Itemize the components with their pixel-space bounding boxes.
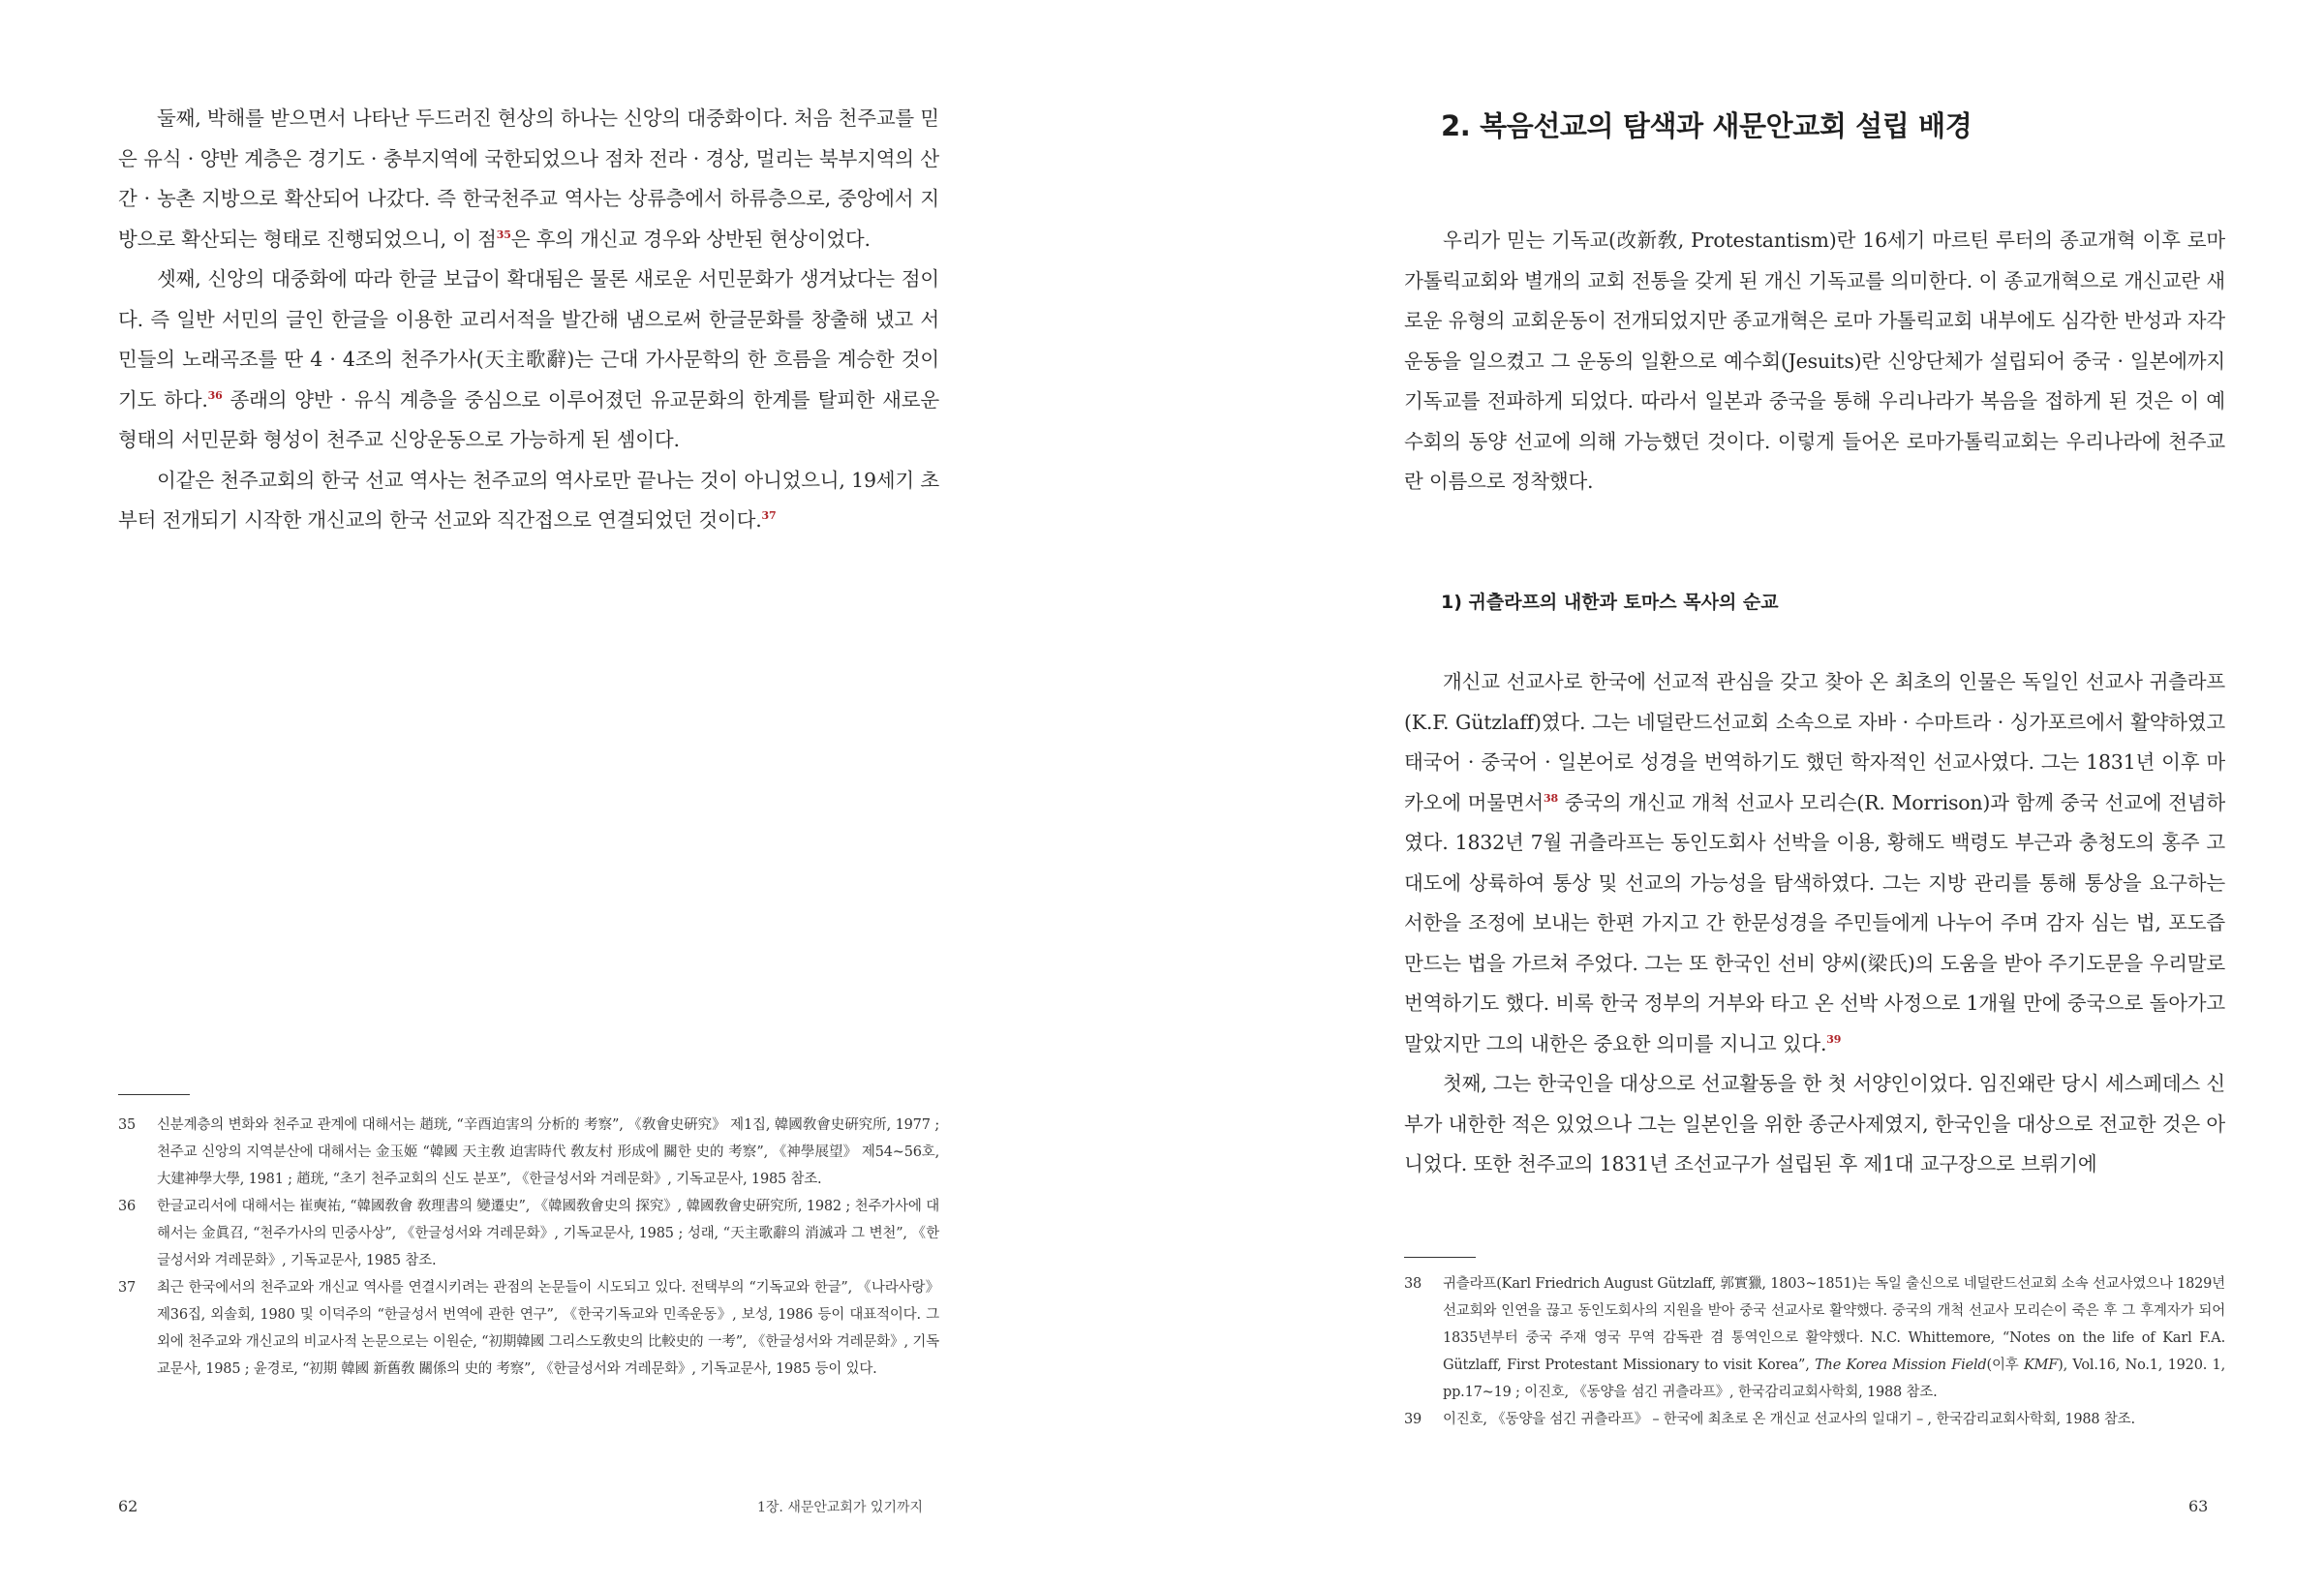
footnote-number: 39: [1404, 1412, 1422, 1427]
chapter-heading: 2. 복음선교의 탐색과 새문안교회 설립 배경: [1441, 109, 1972, 142]
right-body-text: [1404, 662, 2225, 1185]
footnote-number: 37: [118, 1280, 137, 1296]
running-header: 1장. 새문안교회가 있기까지: [757, 1500, 924, 1515]
paragraph-1: 둘째, 박해를 받으면서 나타난 두드러진 현상의 하나는 신앙의 대중화이다. 처음 천주교를 믿은 유식 · 양반 계층은 경기도 · 충부지역에 국한되었으나 점차 전라 · 경상, 멀리는 북부지역의 산간 · 농촌 지방으로 확산되어 나갔다. 즉 한국천주교 역사는 상류층에서 하류층으로, 중앙에서 지방으로 확산되는 형태로 진행되었으니, 이 점$^{35}$은 후의 개신교 경우와 상반된 현상이었다.: [118, 107, 939, 251]
intro-text: [1404, 221, 2225, 503]
footnote-ref-39[interactable]: 39: [1826, 1032, 1842, 1046]
paragraph-first-point: 첫째, 그는 한국인을 대상으로 선교활동을 한 첫 서양인이었다. 임진왜란 당시 세스페데스 신부가 내한한 적은 있었으나 그는 일본인을 위한 종군사제였지, 한국인을 대상으로 전교한 것은 아니었다. 또한 천주교의 1831년 조선교구가 설립된 후 제1대 교구장으로 브뤼기에: [1404, 1072, 2225, 1175]
footnote-ref-38[interactable]: 38: [1544, 791, 1558, 805]
paragraph-2: 셋째, 신앙의 대중화에 따라 한글 보급이 확대됨은 물론 새로운 서민문화가 생겨났다는 점이다. 즉 일반 서민의 글인 한글을 이용한 교리서적을 발간해 냄으로써 한글문화를 창출해 냈고 서민들의 노래곡조를 딴 4 · 4조의 천주가사(天主歌辭)는 근대 가사문학의 한 흐름을 계승한 것이기도 하다.$^{36}$ 종래의 양반 · 유식 계층을 중심으로 이루어졌던 유교문화의 한계를 탈피한 새로운 형태의 서민문화 형성이 천주교 신앙운동으로 가능하게 된 셈이다.: [118, 267, 939, 451]
footnote-ref-35[interactable]: 35: [496, 228, 511, 241]
footnote-number: 35: [118, 1117, 137, 1133]
footnote-ref-37[interactable]: 37: [761, 509, 777, 523]
footnote-text: 최근 한국에서의 천주교와 개신교 역사를 연결시키려는 관점의 논문들이 시도되고 있다. 전택부의 “기독교와 한글”, 《나라사랑》 제36집, 외솔회, 1980 및 이덕주의 “한글성서 번역에 관한 연구”, 《한국기독교와 민족운동》, 보성, 1986 등이 대표적이다. 그 외에 천주교와 개신교의 비교사적 논문으로는 이원순, “初期韓國 그리스도敎史의 比較史的 一考”, 《한글성서와 겨레문화》, 기독교문사, 1985 ; 윤경로, “初期 韓國 新舊敎 關係의 史的 考察”, 《한글성서와 겨레문화》, 기독교문사, 1985 등이 있다.: [157, 1280, 939, 1377]
paragraph-gutzlaff: 개신교 선교사로 한국에 선교적 관심을 갖고 찾아 온 최초의 인물은 독일인 선교사 귀츨라프(K.F. Gützlaff)였다. 그는 네덜란드선교회 소속으로 자바 · 수마트라 · 싱가포르에서 활약하였고 태국어 · 중국어 · 일본어로 성경을 번역하기도 했던 학자적인 선교사였다. 그는 1831년 이후 마카오에 머물면서$^{38}$ 중국의 개신교 개척 선교사 모리슨(R. Morrison)과 함께 중국 선교에 전념하였다. 1832년 7월 귀츨라프는 동인도회사 선박을 이용, 황해도 백령도 부근과 충청도의 홍주 고대도에 상륙하여 통상 및 선교의 가능성을 탐색하였다. 그는 지방 관리를 통해 통상을 요구하는 서한을 조정에 보내는 한편 가지고 간 한문성경을 주민들에게 나누어 주며 감자 심는 법, 포도즙 만드는 법을 가르쳐 주었다. 그는 또 한국인 선비 양씨(梁氏)의 도움을 받아 주기도문을 우리말로 번역하기도 했다. 비록 한국 정부의 거부와 타고 온 선박 사정으로 1개월 만에 중국으로 돌아가고 말았지만 그의 내한은 중요한 의미를 지니고 있다.$^{39}$: [1404, 670, 2225, 1055]
section-subheading: 1) 귀츨라프의 내한과 토마스 목사의 순교: [1441, 592, 1779, 613]
right-page: [1162, 0, 2324, 1587]
journal-title: The Korea Mission Field: [1815, 1358, 1987, 1373]
footnote-39: [1404, 1406, 2225, 1433]
footnote-35: [118, 1112, 939, 1193]
footnote-text: 신분계층의 변화와 천주교 관계에 대해서는 趙珖, “辛酉迫害의 分析的 考察”, 《敎會史硏究》 제1집, 韓國敎會史硏究所, 1977 ; 천주교 신앙의 지역분산에 대해서는 金玉姬 “韓國 天主敎 迫害時代 敎友村 形成에 關한 史的 考察”, 《神學展望》 제54~56호, 大建神學大學, 1981 ; 趙珖, “초기 천주교회의 신도 분포”, 《한글성서와 겨레문화》, 기독교문사, 1985 참조.: [157, 1117, 939, 1187]
intro-paragraph: 우리가 믿는 기독교(改新敎, Protestantism)란 16세기 마르틴 루터의 종교개혁 이후 로마가톨릭교회와 별개의 교회 전통을 갖게 된 개신 기독교를 의미한다. 이 종교개혁으로 개신교란 새로운 유형의 교회운동이 전개되었지만 종교개혁은 로마 가톨릭교회 내부에도 심각한 반성과 자각운동을 일으켰고 그 운동의 일환으로 예수회(Jesuits)란 신앙단체가 설립되어 중국 · 일본에까지 기독교를 전파하게 되었다. 따라서 일본과 중국을 통해 우리나라가 복음을 접하게 된 것은 이 예수회의 동양 선교에 의해 가능했던 것이다. 이렇게 들어온 로마가톨릭교회는 우리나라에 천주교란 이름으로 정착했다.: [1404, 229, 2225, 493]
page-number-left: 62: [118, 1497, 138, 1515]
paragraph-3: 이같은 천주교회의 한국 선교 역사는 천주교의 역사로만 끝나는 것이 아니었으니, 19세기 초부터 전개되기 시작한 개신교의 한국 선교와 직간접으로 연결되었던 것이다.$^{37}$: [118, 468, 939, 532]
footnote-text: 이진호, 《동양을 섬긴 귀츨라프》 – 한국에 최초로 온 개신교 선교사의 일대기 – , 한국감리교회사학회, 1988 참조.: [1443, 1412, 2135, 1427]
footnote-text: 한글교리서에 대해서는 崔奭祐, “韓國敎會 敎理書의 變遷史”, 《韓國敎會史의 探究》, 韓國敎會史硏究所, 1982 ; 천주가사에 대해서는 金眞召, “천주가사의 민중사상”, 《한글성서와 겨레문화》, 기독교문사, 1985 ; 성래, “天主歌辭의 消滅과 그 변천”, 《한글성서와 겨레문화》, 기독교문사, 1985 참조.: [157, 1199, 939, 1268]
footnote-divider: [1404, 1257, 1476, 1258]
left-body-text: [118, 99, 939, 541]
footnote-number: 38: [1404, 1276, 1422, 1292]
page-number-right: 63: [2188, 1497, 2209, 1515]
footnote-ref-36[interactable]: 36: [207, 388, 223, 402]
footnote-37: [118, 1274, 939, 1383]
journal-abbrev: KMF: [2024, 1358, 2059, 1373]
footnote-38: 38 귀츨라프(Karl Friedrich August Gützlaff, 郭實獵, 1803~1851)는 독일 출신으로 네덜란드선교회 소속 선교사였으나 1829년 선교회와 인연을 끊고 동인도회사의 지원을 받아 중국 선교사로 활약했다. 중국의 개척 선교사 모리슨이 죽은 후 그 후계자가 되어 1835년부터 중국 주재 영국 무역 감독관 겸 통역인으로 활약했다. N.C. Whittemore, “Notes on the life of Karl F.A. Gützlaff, First Protestant Missionary to visit Korea”, The Korea Mission Field(이후 KMF), Vol.16, No.1, 1920. 1, pp.17~19 ; 이진호, 《동양을 섬긴 귀츨라프》, 한국감리교회사학회, 1988 참조.: [1404, 1270, 2225, 1406]
footnote-36: [118, 1193, 939, 1274]
right-footnotes: [1404, 1270, 2225, 1433]
footnote-number: 36: [118, 1199, 137, 1214]
left-footnotes: [118, 1112, 939, 1383]
footnote-divider: [118, 1094, 190, 1095]
